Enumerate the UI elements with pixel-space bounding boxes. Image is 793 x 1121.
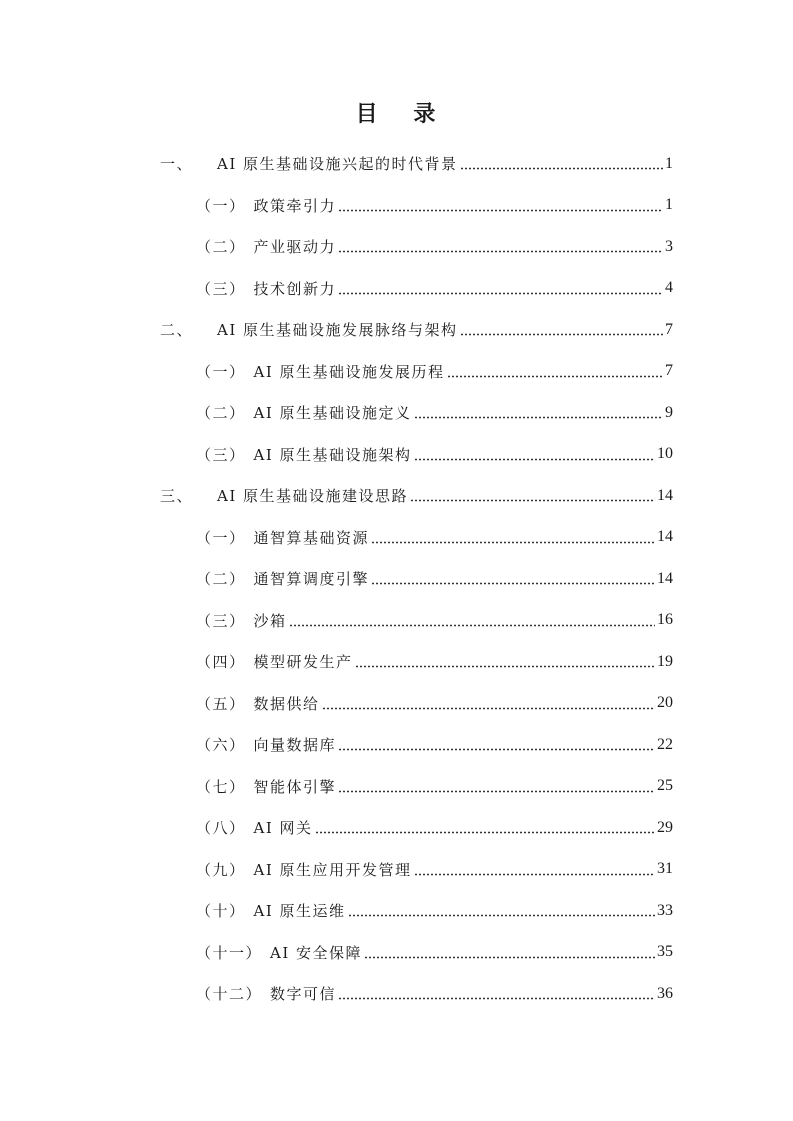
dot-leader — [460, 333, 663, 336]
entry-page-number: 14 — [657, 569, 673, 587]
entry-page-number: 22 — [657, 735, 673, 753]
dot-leader — [414, 873, 655, 876]
entry-number: （二） — [196, 238, 246, 257]
entry-title: AI 安全保障 — [270, 943, 363, 962]
entry-number: （一） — [196, 362, 246, 381]
toc-chapter-entry[interactable] — [0, 475, 793, 517]
dot-leader — [338, 997, 655, 1000]
toc-chapter-entry[interactable] — [0, 143, 793, 185]
entry-number: 三、 — [160, 487, 194, 506]
entry-number: （十一） — [196, 943, 263, 962]
entry-title: AI 原生基础设施发展脉络与架构 — [217, 321, 458, 340]
entry-title: 数字可信 — [270, 985, 337, 1004]
toc-section-entry[interactable] — [0, 351, 793, 393]
entry-number: 二、 — [160, 321, 194, 340]
dot-leader — [414, 416, 663, 419]
toc-list — [0, 143, 793, 1015]
dot-leader — [338, 292, 663, 295]
dot-leader — [447, 375, 663, 378]
entry-title: 模型研发生产 — [253, 653, 353, 672]
dot-leader — [371, 541, 655, 544]
dot-leader — [355, 665, 655, 668]
entry-page-number: 19 — [657, 652, 673, 670]
dot-leader — [460, 167, 663, 170]
entry-number: （三） — [196, 445, 246, 464]
toc-section-entry[interactable] — [0, 724, 793, 766]
toc-title: 目 录 — [355, 102, 450, 127]
entry-title: 政策牵引力 — [253, 196, 337, 215]
entry-number: （三） — [196, 279, 246, 298]
entry-number: （四） — [196, 653, 246, 672]
entry-number: （八） — [196, 819, 246, 838]
entry-title: 沙箱 — [253, 611, 287, 630]
entry-title: 通智算调度引擎 — [253, 570, 370, 589]
entry-page-number: 7 — [665, 320, 673, 338]
dot-leader — [414, 458, 655, 461]
dot-leader — [410, 499, 655, 502]
dot-leader — [348, 914, 655, 917]
entry-title: 智能体引擎 — [253, 777, 337, 796]
entry-page-number: 14 — [657, 528, 673, 546]
dot-leader — [338, 748, 655, 751]
entry-page-number: 16 — [657, 611, 673, 629]
toc-section-entry[interactable] — [0, 973, 793, 1015]
toc-section-entry[interactable] — [0, 517, 793, 559]
toc-section-entry[interactable] — [0, 849, 793, 891]
entry-page-number: 33 — [657, 901, 673, 919]
entry-title: AI 原生基础设施发展历程 — [253, 362, 445, 381]
entry-page-number: 10 — [657, 445, 673, 463]
entry-page-number: 14 — [657, 486, 673, 504]
entry-title: 通智算基础资源 — [253, 528, 370, 547]
toc-section-entry[interactable] — [0, 392, 793, 434]
entry-title: 向量数据库 — [253, 736, 337, 755]
toc-section-entry[interactable] — [0, 185, 793, 227]
dot-leader — [338, 209, 663, 212]
entry-title: AI 网关 — [253, 819, 313, 838]
toc-section-entry[interactable] — [0, 434, 793, 476]
entry-page-number: 29 — [657, 818, 673, 836]
entry-title: 数据供给 — [253, 694, 320, 713]
dot-leader — [289, 624, 655, 627]
entry-page-number: 9 — [665, 403, 673, 421]
entry-number: （六） — [196, 736, 246, 755]
entry-number: （十二） — [196, 985, 263, 1004]
toc-section-entry[interactable] — [0, 890, 793, 932]
entry-number: （二） — [196, 404, 246, 423]
entry-title: AI 原生基础设施建设思路 — [217, 487, 409, 506]
entry-page-number: 31 — [657, 860, 673, 878]
dot-leader — [338, 250, 663, 253]
dot-leader — [371, 582, 655, 585]
entry-title: AI 原生基础设施兴起的时代背景 — [217, 155, 458, 174]
entry-number: （一） — [196, 528, 246, 547]
entry-number: （十） — [196, 902, 246, 921]
entry-title: 技术创新力 — [253, 279, 337, 298]
dot-leader — [315, 831, 655, 834]
dot-leader — [364, 956, 655, 959]
entry-number: （二） — [196, 570, 246, 589]
toc-section-entry[interactable] — [0, 558, 793, 600]
toc-section-entry[interactable] — [0, 600, 793, 642]
entry-number: （九） — [196, 860, 246, 879]
entry-page-number: 7 — [665, 362, 673, 380]
toc-section-entry[interactable] — [0, 766, 793, 808]
entry-number: （三） — [196, 611, 246, 630]
dot-leader — [322, 707, 655, 710]
entry-title: AI 原生应用开发管理 — [253, 860, 412, 879]
toc-section-entry[interactable] — [0, 226, 793, 268]
dot-leader — [338, 790, 655, 793]
entry-title: AI 原生基础设施架构 — [253, 445, 412, 464]
entry-page-number: 1 — [665, 154, 673, 172]
toc-section-entry[interactable] — [0, 641, 793, 683]
entry-number: （一） — [196, 196, 246, 215]
entry-number: 一、 — [160, 155, 194, 174]
toc-section-entry[interactable] — [0, 807, 793, 849]
toc-section-entry[interactable] — [0, 932, 793, 974]
entry-page-number: 25 — [657, 777, 673, 795]
entry-title: AI 原生基础设施定义 — [253, 404, 412, 423]
entry-page-number: 36 — [657, 984, 673, 1002]
entry-title: 产业驱动力 — [253, 238, 337, 257]
entry-page-number: 1 — [665, 196, 673, 214]
toc-section-entry[interactable] — [0, 683, 793, 725]
entry-page-number: 4 — [665, 279, 673, 297]
toc-section-entry[interactable] — [0, 268, 793, 310]
entry-number: （七） — [196, 777, 246, 796]
entry-page-number: 35 — [657, 943, 673, 961]
entry-page-number: 3 — [665, 237, 673, 255]
entry-number: （五） — [196, 694, 246, 713]
toc-chapter-entry[interactable] — [0, 309, 793, 351]
entry-title: AI 原生运维 — [253, 902, 346, 921]
entry-page-number: 20 — [657, 694, 673, 712]
